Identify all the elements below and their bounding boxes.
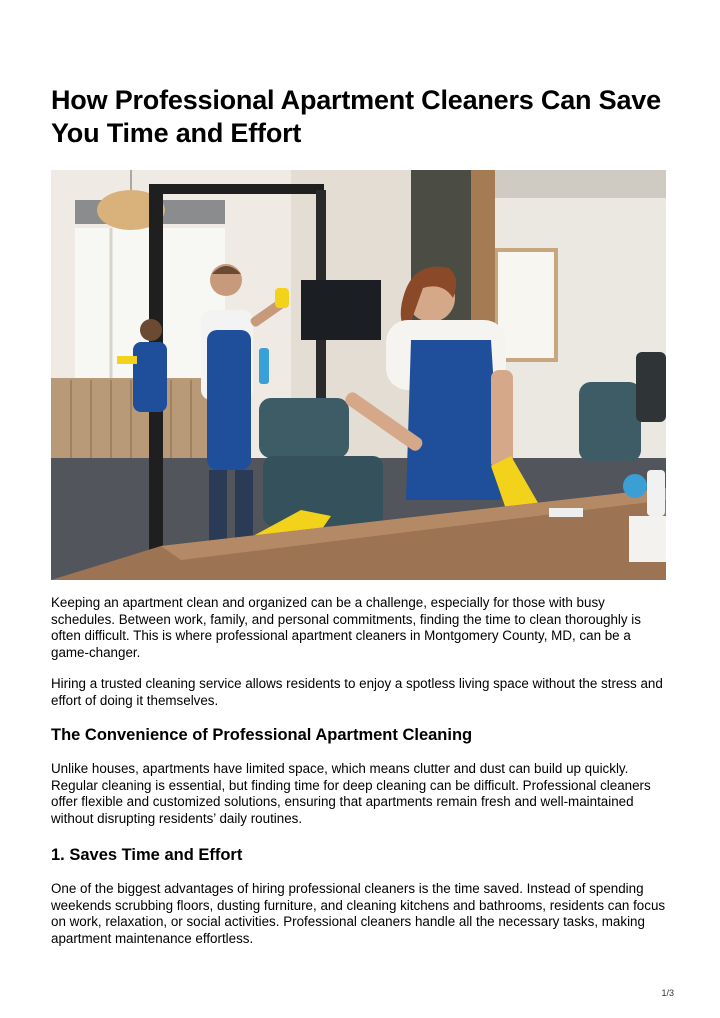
hiring-paragraph: Hiring a trusted cleaning service allows residents to enjoy a spotless living space without the stress and effort of doing it themselves. bbox=[51, 676, 663, 708]
saves-time-paragraph: One of the biggest advantages of hiring professional cleaners is the time saved. Instead of spending weekends scrubbing floors, dusting furniture, and cleaning kitchens and bathrooms, residents can focus on work, relaxation, or social activities. Professional cleaners handle all the necessary tasks, making apartment maintenance effortless. bbox=[51, 881, 666, 946]
article-title: How Professional Apartment Cleaners Can Save You Time and Effort bbox=[51, 85, 661, 148]
hero-image bbox=[51, 170, 666, 580]
section-heading-convenience: The Convenience of Professional Apartment Cleaning bbox=[51, 726, 473, 744]
section-heading-saves-time: 1. Saves Time and Effort bbox=[51, 846, 243, 864]
cleaners-illustration bbox=[51, 170, 666, 580]
convenience-paragraph: Unlike houses, apartments have limited space, which means clutter and dust can build up quickly. Regular cleaning is essential, but finding time for deep cleaning can be difficult. Professional cleaners offer flexible and customized solutions, ensuring that apartments remain fresh and well-maintained without disrupting residents’ daily routines. bbox=[51, 761, 651, 826]
intro-paragraph: Keeping an apartment clean and organized can be a challenge, especially for those with busy schedules. Between work, family, and personal commitments, finding the time to clean thoroughly is often difficult. This is where professional apartment cleaners in Montgomery County, MD, can be a game-changer. bbox=[51, 595, 641, 660]
page-number: 1/3 bbox=[661, 988, 674, 998]
